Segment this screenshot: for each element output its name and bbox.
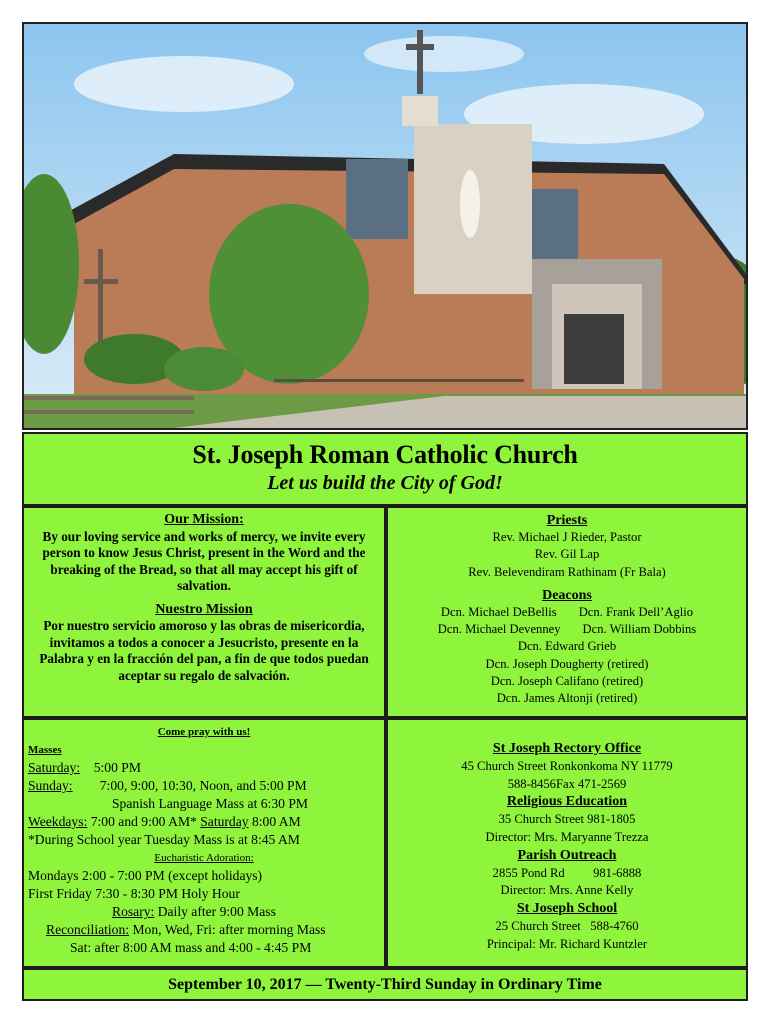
rosary-row [28, 903, 380, 921]
weekdays-row [28, 813, 380, 831]
deacons-heading: Deacons [542, 587, 592, 603]
deacon-item: Dcn. Edward Grieb [517, 639, 617, 654]
deacon-item: Dcn. Michael Devenney [437, 622, 561, 637]
adoration-line: First Friday 7:30 - 8:30 PM Holy Hour [28, 886, 240, 901]
religious-education-address: 35 Church Street 981-1805 [498, 812, 636, 827]
priest-item: Rev. Michael J Rieder, Pastor [492, 530, 642, 545]
church-header [22, 432, 748, 506]
adoration-heading: Eucharistic Adoration: [154, 852, 254, 864]
spanish-mass: Spanish Language Mass at 6:30 PM [112, 796, 308, 811]
reconciliation-label: Reconciliation: [46, 922, 130, 937]
parish-outreach-director: Director: Mrs. Anne Kelly [500, 883, 634, 898]
deacon-item: Dcn. Michael DeBellis [440, 605, 557, 620]
rosary-label: Rosary: [112, 904, 155, 919]
reconciliation-text: Mon, Wed, Fri: after morning Mass [132, 922, 326, 937]
church-illustration [24, 24, 746, 428]
religious-education-director: Director: Mrs. Maryanne Trezza [485, 829, 649, 844]
sunday-times: 7:00, 9:00, 10:30, Noon, and 5:00 PM [99, 778, 307, 793]
rectory-address: 45 Church Street Ronkonkoma NY 11779 [461, 758, 673, 773]
reconciliation-row [28, 921, 380, 939]
mass-schedule-panel [22, 718, 386, 968]
school-heading: St Joseph School [516, 901, 618, 917]
church-tagline: Let us build the City of God! [267, 472, 503, 494]
parish-outreach-address: 2855 Pond Rd 981-6888 [492, 865, 642, 880]
parish-outreach-heading: Parish Outreach [517, 847, 617, 863]
deacon-row [388, 621, 746, 638]
sunday-label: Sunday: [28, 778, 73, 793]
saturday-label: Saturday: [28, 760, 81, 775]
saturday-times: 5:00 PM [93, 760, 141, 775]
deacon-item: Dcn. William Dobbins [582, 622, 697, 637]
reconciliation-saturday: Sat: after 8:00 AM mass and 4:00 - 4:45 PM [70, 940, 312, 955]
religious-education-heading: Religious Education [506, 794, 628, 810]
mission-text: By our loving service and works of mercy, we invite every person to know Jesus Christ, present in the Word and the breaking of the Bread, so that all may accept his gift of salvation. [42, 528, 366, 593]
church-name: St. Joseph Roman Catholic Church [192, 440, 578, 469]
rosary-text: Daily after 9:00 Mass [157, 904, 276, 919]
priest-item: Rev. Gil Lap [534, 547, 600, 562]
deacon-item: Dcn. Joseph Califano (retired) [490, 673, 644, 688]
priest-item: Rev. Belevendiram Rathinam (Fr Bala) [468, 564, 666, 579]
adoration-line: Mondays 2:00 - 7:00 PM (except holidays) [28, 868, 263, 883]
school-address: 25 Church Street 588-4760 [495, 918, 639, 933]
clergy-panel [386, 506, 748, 718]
priests-heading: Priests [546, 513, 588, 528]
school-principal: Principal: Mr. Richard Kuntzler [486, 936, 648, 951]
bulletin-date: September 10, 2017 — Twenty-Third Sunday in Ordinary Time [168, 976, 602, 993]
weekdays-saturday-label: Saturday [200, 814, 249, 829]
school-note: *During School year Tuesday Mass is at 8:45 AM [28, 832, 300, 847]
invite-text: Come pray with us! [157, 726, 251, 738]
deacon-item: Dcn. Frank Dell’Aglio [578, 605, 694, 620]
sunday-row [28, 777, 380, 795]
mission-heading-spanish: Nuestro Mission [155, 601, 253, 617]
bulletin-date-footer [22, 968, 748, 1001]
mission-panel [22, 506, 386, 718]
church-photo [22, 22, 748, 430]
deacon-item: Dcn. Joseph Dougherty (retired) [485, 656, 649, 671]
weekdays-times: 7:00 and 9:00 AM* [90, 814, 197, 829]
rectory-phone: 588-8456Fax 471-2569 [507, 776, 627, 791]
mission-text-spanish: Por nuestro servicio amoroso y las obras de misericordia, invitamos a todos a conocer a Jesucristo, presente en la Palabra y en la fracción del pan, a fin de que todos puedan aceptar su regalo de salvación. [39, 618, 369, 683]
weekdays-label: Weekdays: [28, 814, 88, 829]
saturday-row [28, 759, 380, 777]
weekdays-saturday-time: 8:00 AM [251, 814, 301, 829]
masses-heading: Masses [28, 744, 62, 756]
mission-heading: Our Mission: [164, 512, 244, 527]
deacon-item: Dcn. James Altonji (retired) [496, 691, 638, 706]
rectory-heading: St Joseph Rectory Office [492, 741, 642, 756]
contact-panel [386, 718, 748, 968]
deacon-row [388, 604, 746, 621]
